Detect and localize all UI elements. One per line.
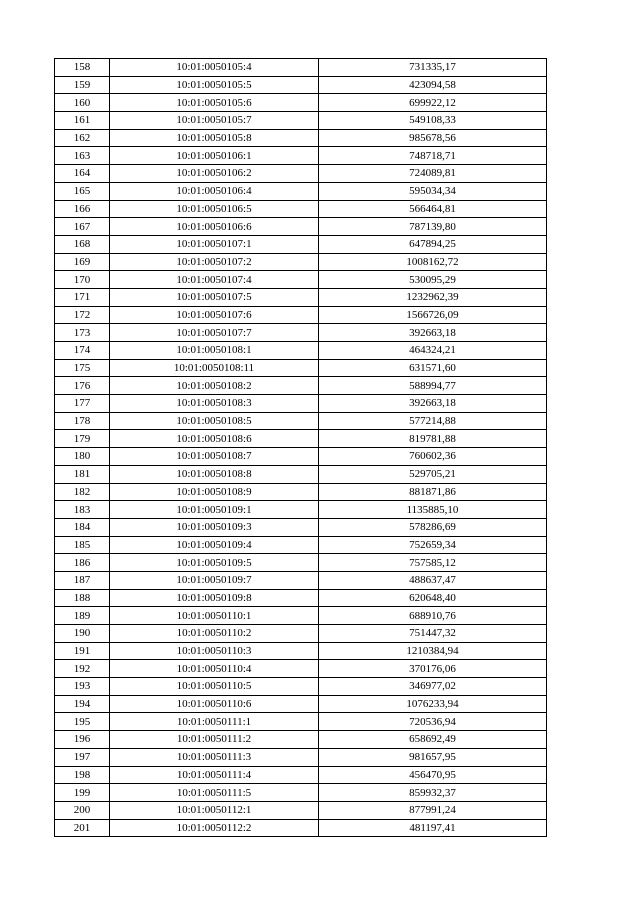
- cadastral-number-cell: 10:01:0050108:8: [110, 465, 319, 483]
- cadastral-number-cell: 10:01:0050109:3: [110, 518, 319, 536]
- row-number-cell: 162: [55, 129, 110, 147]
- cadastral-number-cell: 10:01:0050111:1: [110, 713, 319, 731]
- cadastral-number-cell: 10:01:0050106:5: [110, 200, 319, 218]
- table-row: [55, 182, 547, 200]
- table-row: [55, 483, 547, 501]
- table-row: [55, 430, 547, 448]
- cadastral-number-cell: 10:01:0050108:1: [110, 342, 319, 360]
- cadastral-number-cell: 10:01:0050108:3: [110, 395, 319, 413]
- table-row: [55, 235, 547, 253]
- cadastral-number-cell: 10:01:0050110:1: [110, 607, 319, 625]
- row-number-cell: 192: [55, 660, 110, 678]
- table-row: [55, 678, 547, 696]
- table-row: [55, 129, 547, 147]
- value-cell: 1566726,09: [319, 306, 547, 324]
- table-row: [55, 165, 547, 183]
- table-row: [55, 819, 547, 837]
- row-number-cell: 200: [55, 801, 110, 819]
- value-cell: 464324,21: [319, 342, 547, 360]
- value-cell: 1232962,39: [319, 288, 547, 306]
- value-cell: 631571,60: [319, 359, 547, 377]
- cadastral-number-cell: 10:01:0050109:1: [110, 501, 319, 519]
- table-row: [55, 359, 547, 377]
- value-cell: 481197,41: [319, 819, 547, 837]
- row-number-cell: 182: [55, 483, 110, 501]
- cadastral-number-cell: 10:01:0050111:5: [110, 784, 319, 802]
- row-number-cell: 188: [55, 589, 110, 607]
- cadastral-number-cell: 10:01:0050112:1: [110, 801, 319, 819]
- value-cell: 577214,88: [319, 412, 547, 430]
- value-cell: 423094,58: [319, 76, 547, 94]
- value-cell: 456470,95: [319, 766, 547, 784]
- table-row: [55, 59, 547, 77]
- row-number-cell: 195: [55, 713, 110, 731]
- cadastral-number-cell: 10:01:0050105:4: [110, 59, 319, 77]
- table-row: [55, 288, 547, 306]
- table-row: [55, 660, 547, 678]
- data-table: [54, 58, 547, 837]
- table-row: [55, 501, 547, 519]
- value-cell: 720536,94: [319, 713, 547, 731]
- table-row: [55, 713, 547, 731]
- table-row: [55, 342, 547, 360]
- table-row: [55, 589, 547, 607]
- table-row: [55, 801, 547, 819]
- cadastral-number-cell: 10:01:0050110:3: [110, 642, 319, 660]
- cadastral-number-cell: 10:01:0050105:7: [110, 112, 319, 130]
- value-cell: 787139,80: [319, 218, 547, 236]
- table-row: [55, 748, 547, 766]
- value-cell: 981657,95: [319, 748, 547, 766]
- row-number-cell: 187: [55, 571, 110, 589]
- cadastral-number-cell: 10:01:0050108:2: [110, 377, 319, 395]
- table-row: [55, 271, 547, 289]
- value-cell: 392663,18: [319, 324, 547, 342]
- table-row: [55, 253, 547, 271]
- row-number-cell: 186: [55, 554, 110, 572]
- value-cell: 392663,18: [319, 395, 547, 413]
- row-number-cell: 167: [55, 218, 110, 236]
- cadastral-number-cell: 10:01:0050107:7: [110, 324, 319, 342]
- table-row: [55, 554, 547, 572]
- table-row: [55, 536, 547, 554]
- row-number-cell: 168: [55, 235, 110, 253]
- table-row: [55, 465, 547, 483]
- table-row: [55, 571, 547, 589]
- cadastral-number-cell: 10:01:0050110:4: [110, 660, 319, 678]
- row-number-cell: 184: [55, 518, 110, 536]
- row-number-cell: 194: [55, 695, 110, 713]
- row-number-cell: 172: [55, 306, 110, 324]
- value-cell: 620648,40: [319, 589, 547, 607]
- row-number-cell: 164: [55, 165, 110, 183]
- value-cell: 731335,17: [319, 59, 547, 77]
- cadastral-number-cell: 10:01:0050109:8: [110, 589, 319, 607]
- row-number-cell: 197: [55, 748, 110, 766]
- value-cell: 699922,12: [319, 94, 547, 112]
- cadastral-number-cell: 10:01:0050107:2: [110, 253, 319, 271]
- table-row: [55, 306, 547, 324]
- cadastral-number-cell: 10:01:0050106:1: [110, 147, 319, 165]
- cadastral-number-cell: 10:01:0050111:4: [110, 766, 319, 784]
- value-cell: 549108,33: [319, 112, 547, 130]
- cadastral-number-cell: 10:01:0050111:2: [110, 731, 319, 749]
- row-number-cell: 169: [55, 253, 110, 271]
- row-number-cell: 159: [55, 76, 110, 94]
- cadastral-number-cell: 10:01:0050107:5: [110, 288, 319, 306]
- table-row: [55, 731, 547, 749]
- value-cell: 819781,88: [319, 430, 547, 448]
- row-number-cell: 174: [55, 342, 110, 360]
- row-number-cell: 198: [55, 766, 110, 784]
- cadastral-number-cell: 10:01:0050106:2: [110, 165, 319, 183]
- cadastral-number-cell: 10:01:0050108:11: [110, 359, 319, 377]
- row-number-cell: 178: [55, 412, 110, 430]
- value-cell: 530095,29: [319, 271, 547, 289]
- cadastral-number-cell: 10:01:0050109:5: [110, 554, 319, 572]
- row-number-cell: 173: [55, 324, 110, 342]
- cadastral-number-cell: 10:01:0050111:3: [110, 748, 319, 766]
- table-row: [55, 766, 547, 784]
- cadastral-number-cell: 10:01:0050109:7: [110, 571, 319, 589]
- value-cell: 760602,36: [319, 448, 547, 466]
- table-row: [55, 625, 547, 643]
- table-row: [55, 76, 547, 94]
- table-row: [55, 324, 547, 342]
- row-number-cell: 160: [55, 94, 110, 112]
- table-row: [55, 607, 547, 625]
- value-cell: 751447,32: [319, 625, 547, 643]
- row-number-cell: 171: [55, 288, 110, 306]
- row-number-cell: 193: [55, 678, 110, 696]
- value-cell: 595034,34: [319, 182, 547, 200]
- value-cell: 578286,69: [319, 518, 547, 536]
- value-cell: 658692,49: [319, 731, 547, 749]
- table-row: [55, 218, 547, 236]
- row-number-cell: 179: [55, 430, 110, 448]
- cadastral-number-cell: 10:01:0050112:2: [110, 819, 319, 837]
- value-cell: 1008162,72: [319, 253, 547, 271]
- cadastral-number-cell: 10:01:0050105:5: [110, 76, 319, 94]
- cadastral-number-cell: 10:01:0050105:8: [110, 129, 319, 147]
- value-cell: 881871,86: [319, 483, 547, 501]
- row-number-cell: 199: [55, 784, 110, 802]
- table-row: [55, 200, 547, 218]
- cadastral-number-cell: 10:01:0050109:4: [110, 536, 319, 554]
- value-cell: 1076233,94: [319, 695, 547, 713]
- row-number-cell: 170: [55, 271, 110, 289]
- row-number-cell: 196: [55, 731, 110, 749]
- row-number-cell: 175: [55, 359, 110, 377]
- cadastral-number-cell: 10:01:0050107:1: [110, 235, 319, 253]
- cadastral-number-cell: 10:01:0050110:2: [110, 625, 319, 643]
- row-number-cell: 158: [55, 59, 110, 77]
- value-cell: 859932,37: [319, 784, 547, 802]
- value-cell: 346977,02: [319, 678, 547, 696]
- table-row: [55, 695, 547, 713]
- table-row: [55, 94, 547, 112]
- table-row: [55, 112, 547, 130]
- row-number-cell: 183: [55, 501, 110, 519]
- cadastral-number-cell: 10:01:0050108:9: [110, 483, 319, 501]
- row-number-cell: 177: [55, 395, 110, 413]
- value-cell: 647894,25: [319, 235, 547, 253]
- cadastral-number-cell: 10:01:0050105:6: [110, 94, 319, 112]
- cadastral-number-cell: 10:01:0050108:5: [110, 412, 319, 430]
- cadastral-number-cell: 10:01:0050107:6: [110, 306, 319, 324]
- cadastral-number-cell: 10:01:0050110:5: [110, 678, 319, 696]
- row-number-cell: 176: [55, 377, 110, 395]
- value-cell: 724089,81: [319, 165, 547, 183]
- table-row: [55, 518, 547, 536]
- value-cell: 370176,06: [319, 660, 547, 678]
- row-number-cell: 161: [55, 112, 110, 130]
- cadastral-number-cell: 10:01:0050107:4: [110, 271, 319, 289]
- value-cell: 588994,77: [319, 377, 547, 395]
- value-cell: 488637,47: [319, 571, 547, 589]
- cadastral-number-cell: 10:01:0050106:6: [110, 218, 319, 236]
- cadastral-number-cell: 10:01:0050106:4: [110, 182, 319, 200]
- row-number-cell: 185: [55, 536, 110, 554]
- table-row: [55, 642, 547, 660]
- table-row: [55, 784, 547, 802]
- value-cell: 752659,34: [319, 536, 547, 554]
- cadastral-number-cell: 10:01:0050110:6: [110, 695, 319, 713]
- cadastral-number-cell: 10:01:0050108:7: [110, 448, 319, 466]
- row-number-cell: 190: [55, 625, 110, 643]
- value-cell: 529705,21: [319, 465, 547, 483]
- value-cell: 688910,76: [319, 607, 547, 625]
- table-row: [55, 448, 547, 466]
- table-row: [55, 377, 547, 395]
- value-cell: 877991,24: [319, 801, 547, 819]
- table-row: [55, 147, 547, 165]
- row-number-cell: 181: [55, 465, 110, 483]
- value-cell: 985678,56: [319, 129, 547, 147]
- value-cell: 748718,71: [319, 147, 547, 165]
- row-number-cell: 165: [55, 182, 110, 200]
- row-number-cell: 189: [55, 607, 110, 625]
- row-number-cell: 163: [55, 147, 110, 165]
- value-cell: 1135885,10: [319, 501, 547, 519]
- row-number-cell: 201: [55, 819, 110, 837]
- cadastral-number-cell: 10:01:0050108:6: [110, 430, 319, 448]
- row-number-cell: 166: [55, 200, 110, 218]
- value-cell: 757585,12: [319, 554, 547, 572]
- value-cell: 566464,81: [319, 200, 547, 218]
- value-cell: 1210384,94: [319, 642, 547, 660]
- row-number-cell: 191: [55, 642, 110, 660]
- row-number-cell: 180: [55, 448, 110, 466]
- table-row: [55, 395, 547, 413]
- table-body: [55, 59, 547, 837]
- table-row: [55, 412, 547, 430]
